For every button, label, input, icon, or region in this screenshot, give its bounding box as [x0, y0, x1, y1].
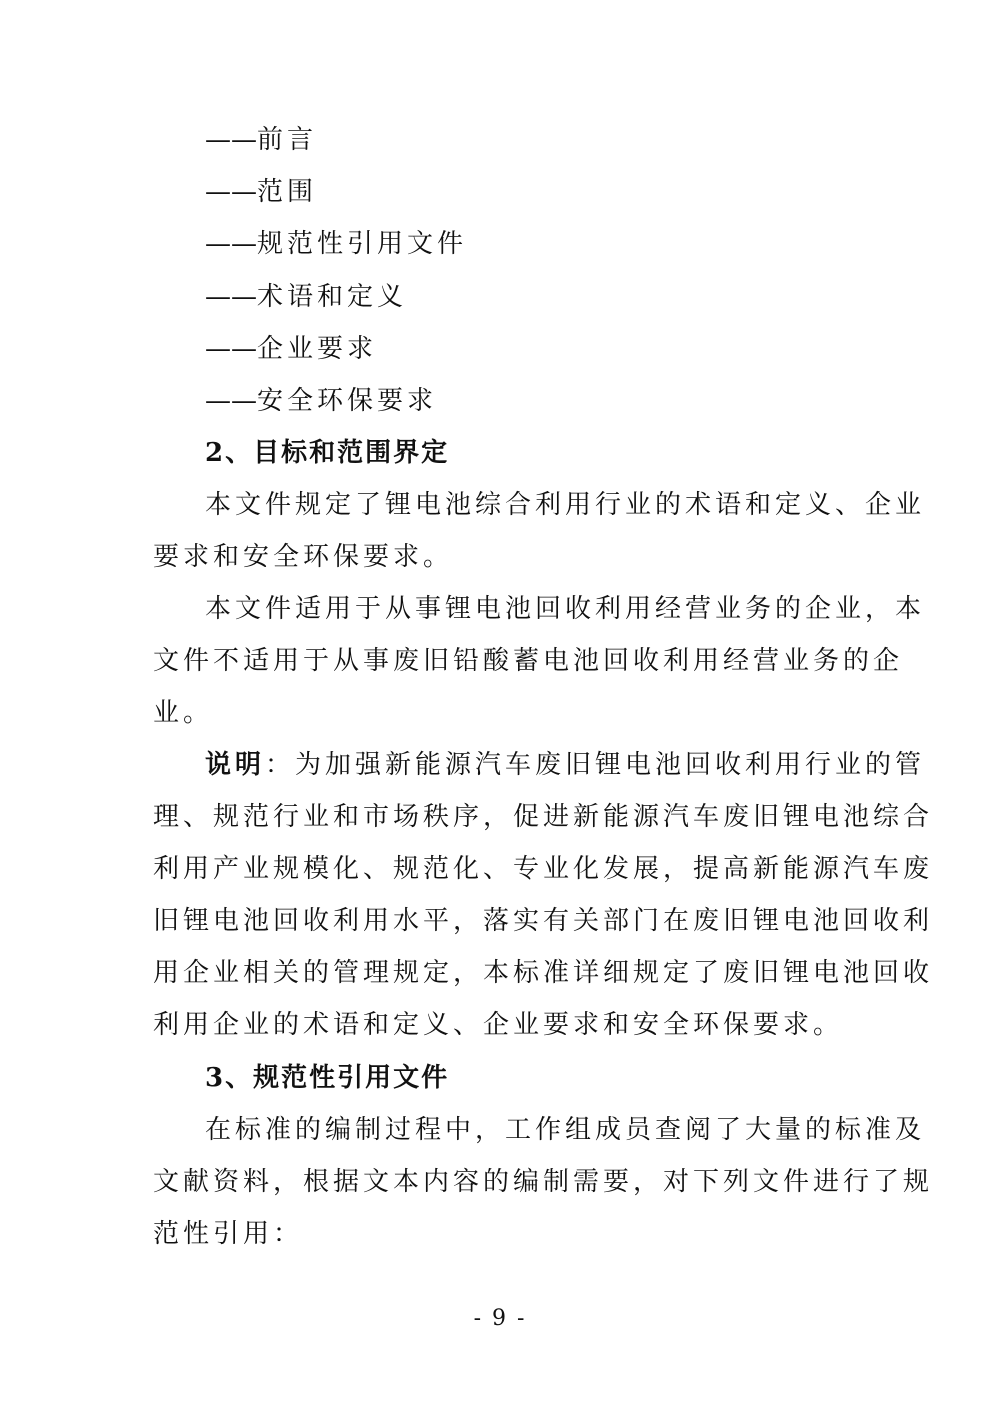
page-number: - 9 -: [473, 1306, 527, 1331]
em-dash: ——: [205, 334, 257, 364]
note-first-line: 说明：为加强新能源汽车废旧锂电池回收利用行业的管: [205, 750, 926, 780]
em-dash: ——: [205, 282, 257, 312]
paragraph-line: 文献资料，根据文本内容的编制需要，对下列文件进行了规: [153, 1167, 934, 1197]
outline-item: ——术语和定义: [205, 282, 408, 312]
note-label: 说明: [205, 750, 266, 780]
paragraph-line: 利用产业规模化、规范化、专业化发展，提高新能源汽车废: [153, 854, 934, 884]
outline-item: ——企业要求: [205, 334, 378, 364]
paragraph-line: 本文件规定了锂电池综合利用行业的术语和定义、企业: [205, 490, 926, 520]
paragraph-line: 用企业相关的管理规定，本标准详细规定了废旧锂电池回收: [153, 958, 934, 988]
section-2-heading: 2、目标和范围界定: [205, 438, 450, 468]
section-3-heading: 3、规范性引用文件: [205, 1063, 450, 1093]
paragraph-line: 本文件适用于从事锂电池回收利用经营业务的企业，本: [205, 594, 926, 624]
paragraph-line: 旧锂电池回收利用水平，落实有关部门在废旧锂电池回收利: [153, 906, 934, 936]
em-dash: ——: [205, 125, 257, 155]
em-dash: ——: [205, 177, 257, 207]
outline-item: ——前言: [205, 125, 318, 155]
paragraph-line: 业。: [153, 698, 214, 728]
paragraph-line: 要求和安全环保要求。: [153, 542, 454, 572]
paragraph-line: 在标准的编制过程中，工作组成员查阅了大量的标准及: [205, 1115, 926, 1145]
paragraph-line: 理、规范行业和市场秩序，促进新能源汽车废旧锂电池综合: [153, 802, 934, 832]
em-dash: ——: [205, 229, 257, 259]
outline-item: ——安全环保要求: [205, 386, 438, 416]
paragraph-line: 文件不适用于从事废旧铅酸蓄电池回收利用经营业务的企: [153, 646, 904, 676]
outline-item: ——范围: [205, 177, 318, 207]
paragraph-line: 范性引用：: [153, 1219, 304, 1249]
em-dash: ——: [205, 386, 257, 416]
paragraph-line: 利用企业的术语和定义、企业要求和安全环保要求。: [153, 1010, 844, 1040]
outline-item: ——规范性引用文件: [205, 229, 468, 259]
